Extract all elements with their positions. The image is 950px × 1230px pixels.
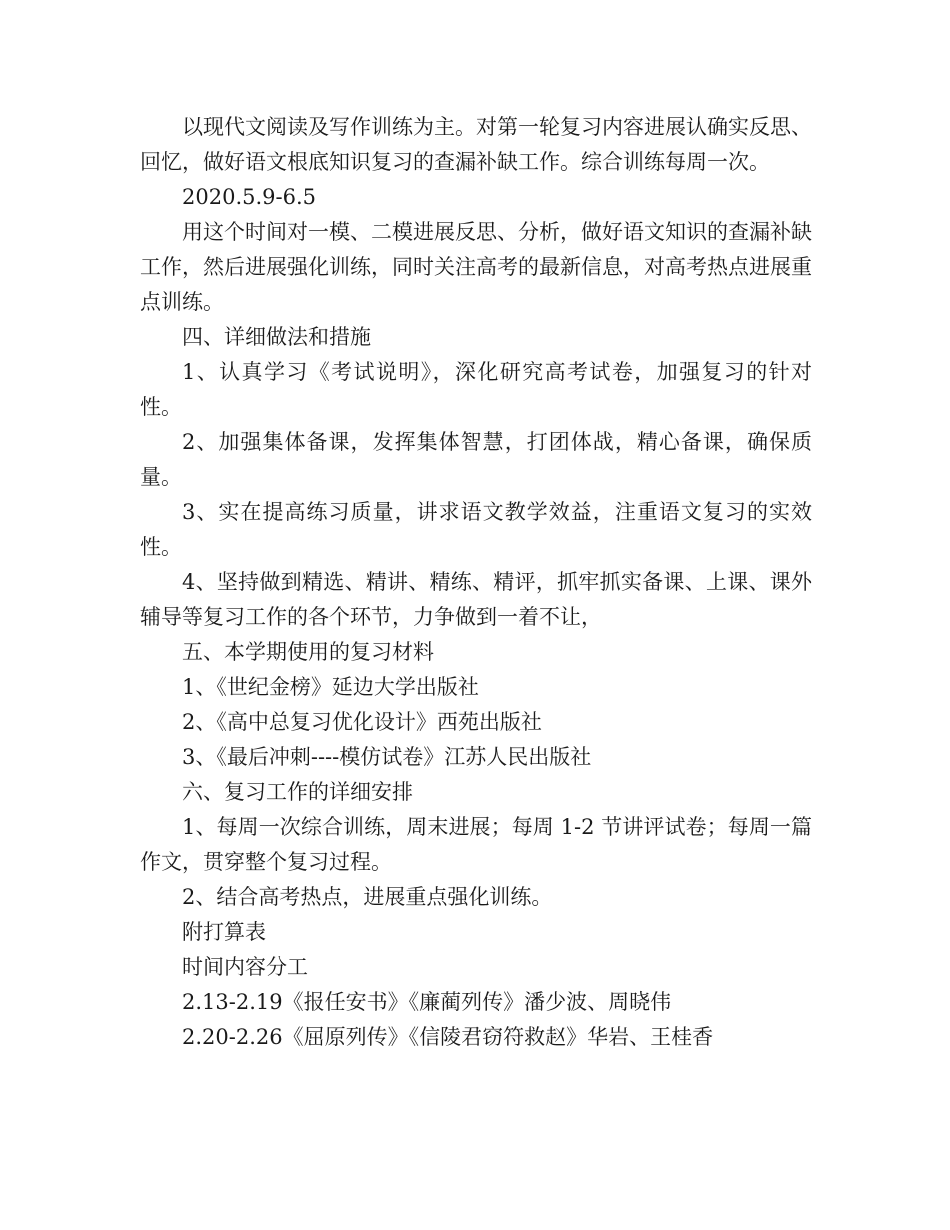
list-item-measure-1: 1、认真学习《考试说明》，深化研究高考试卷，加强复习的针对性。 — [140, 360, 812, 419]
schedule-row: 2.20-2.26《屈原列传》《信陵君窃符救赵》华岩、王桂香 — [182, 1025, 714, 1049]
list-item-arrangement-1: 1、每周一次综合训练，周末进展；每周 1-2 节讲评试卷；每周一篇作文，贯穿整个复习过程。 — [140, 815, 812, 874]
schedule-row: 2.13-2.19《报任安书》《廉蔺列传》潘少波、周晓伟 — [182, 990, 672, 1014]
paragraph-date-range: 2020.5.9-6.5 — [182, 185, 317, 209]
list-item-material-2: 2、《高中总复习优化设计》西苑出版社 — [182, 710, 542, 734]
list-item-measure-3: 3、实在提高练习质量，讲求语文教学效益，注重语文复习的实效性。 — [140, 500, 812, 559]
list-item-arrangement-2: 2、结合高考热点，进展重点强化训练。 — [182, 885, 553, 909]
document-body — [140, 110, 812, 1055]
section-heading-materials: 五、本学期使用的复习材料 — [182, 640, 434, 664]
section-heading-arrangement: 六、复习工作的详细安排 — [182, 780, 413, 804]
list-item-material-3: 3、《最后冲刺----模仿试卷》江苏人民出版社 — [182, 745, 592, 769]
list-item-measure-4: 4、坚持做到精选、精讲、精练、精评，抓牢抓实备课、上课、课外辅导等复习工作的各个环节，力争做到一着不让， — [140, 570, 812, 629]
list-item-material-1: 1、《世纪金榜》延边大学出版社 — [182, 675, 479, 699]
schedule-header: 时间内容分工 — [182, 955, 308, 979]
section-heading-measures: 四、详细做法和措施 — [182, 325, 371, 349]
paragraph-review-modern-reading: 以现代文阅读及写作训练为主。对第一轮复习内容进展认确实反思、回忆，做好语文根底知识复习的查漏补缺工作。综合训练每周一次。 — [140, 115, 812, 174]
appendix-heading: 附打算表 — [182, 920, 266, 944]
list-item-measure-2: 2、加强集体备课，发挥集体智慧，打团体战，精心备课，确保质量。 — [140, 430, 812, 489]
paragraph-mock-exam-review: 用这个时间对一模、二模进展反思、分析，做好语文知识的查漏补缺工作，然后进展强化训练，同时关注高考的最新信息，对高考热点进展重点训练。 — [140, 220, 812, 314]
